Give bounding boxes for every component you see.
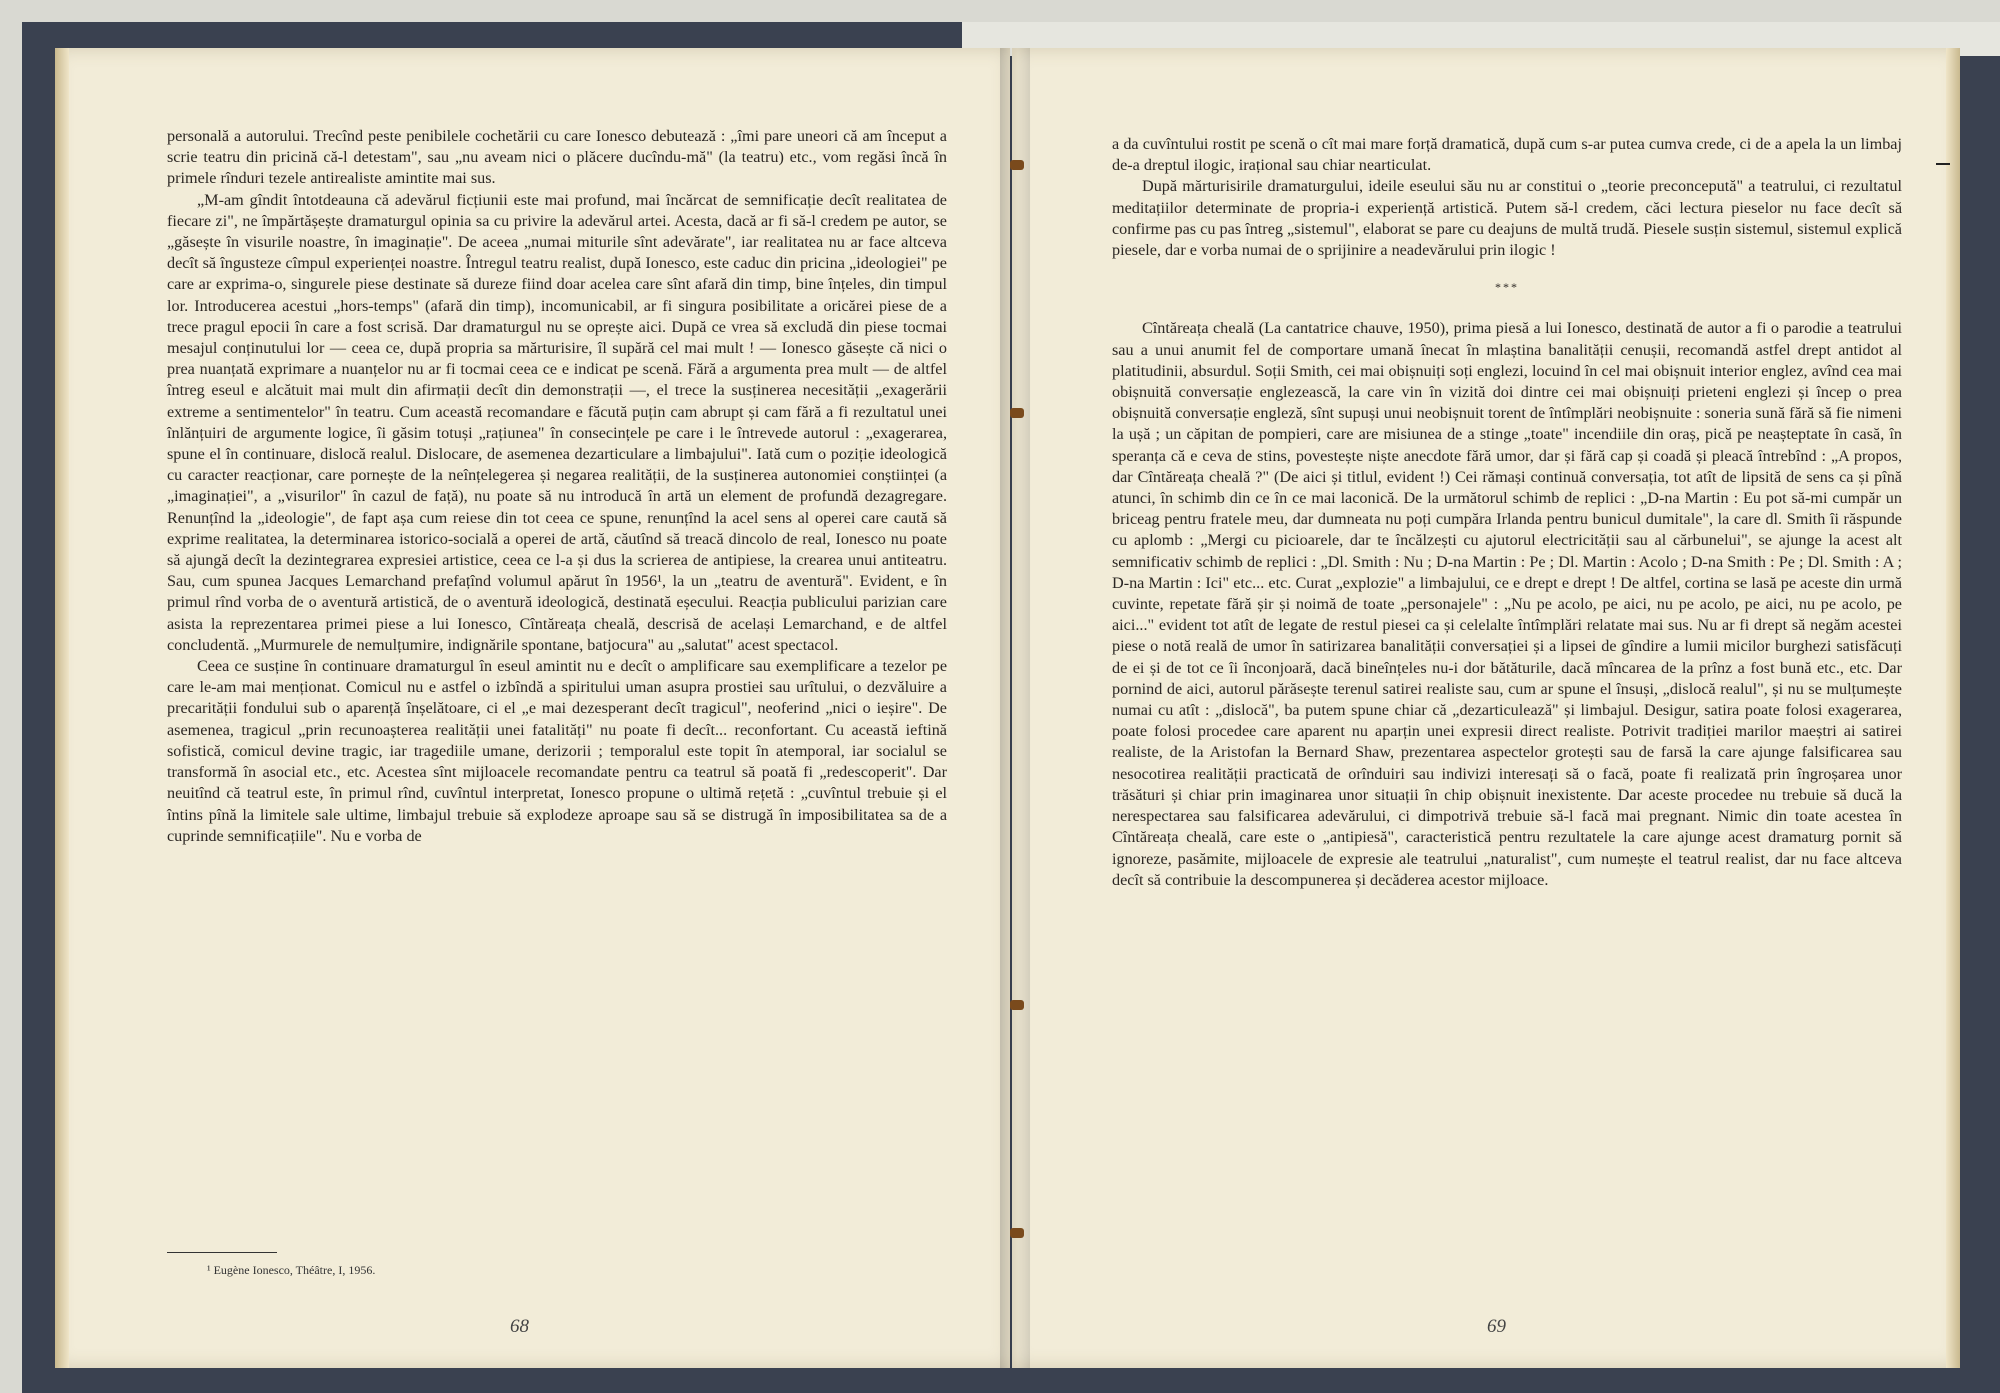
footnote-rule: [167, 1252, 277, 1253]
right-paragraph-3: Cîntăreața cheală (La cantatrice chauve, 1950), prima piesă a lui Ionesco, destinată de autor a fi o parodie a teatrului sau a unui anumit fel de comportare umană înecat în mlaștina banalității cenușii, recomandă astfel drept antidot al platitudinii, absurdul. Soții Smith, cei mai obișnuiți soți englezi, locuind în cel mai obișnuit interior englez, avînd cea mai obișnuită conversație englezească, la care vin în vizită doi dintre cei mai obișnuiți prieteni englezi și încep o prea obișnuită conversație engleză, sînt supuși unui neobișnuit torent de întîmplări neobișnuite : soneria sună fără să fie nimeni la ușă ; un căpitan de pompieri, care are misiunea de a stinge „toate" incendiile din oraș, pică pe neașteptate în casă, în speranța că e ceva de stins, povestește niște anecdote fără umor, dar și fără cap și coadă și pleacă întrebînd : „A propos, dar Cîntăreața cheală ?" (De aici și titlul, evident !) Cei rămași continuă conversația, tot atît de lipsită de sens ca și pînă atunci, în schimb din ce în ce mai laconică. De la următorul schimb de replici : „D-na Martin : Eu pot să-mi cumpăr un briceag pentru fratele meu, dar dumneata nu poți cumpăra Irlanda pentru bunicul dumitale", la care dl. Smith îi răspunde cu aplomb : „Mergi cu picioarele, dar te încălzești cu ajutorul electricității sau al cărbunelui", se ajunge la acest alt semnificativ schimb de replici : „Dl. Smith : Nu ; D-na Martin : Pe ; Dl. Martin : Acolo ; D-na Smith : Pe ; Dl. Smith : A ; D-na Martin : Ici" etc... etc. Curat „explozie" a limbajului, ce e drept e drept ! De altfel, cortina se lasă pe aceste din urmă cuvinte, repetate fără șir și noimă de toate „personajele" : „Nu pe acolo, pe aici, nu pe acolo, pe aici, nu pe acolo, pe aici..." evident tot atît de legate de restul piesei ca și celelalte întîmplări relatate mai sus. Nu ar fi drept să negăm acestei piese o notă reală de umor în satirizarea banalității conversației și a lipsei de gîndire a lumii micilor burghezi satisfăcuți de ei și de tot ce îi înconjoară, dacă bineînțeles nu-i dor bătăturile, dacă mîncarea de la prînz a fost bună etc., etc. Dar pornind de aici, autorul părăsește terenul satirei realiste sau, cum ar spune el însuși, „dislocă realul", și nu se mulțumește numai cu atît : „dislocă", ba putem spune chiar că „dezarticulează" și limbajul. Desigur, satira poate folosi exagerarea, poate folosi procedee care aparent nu aparțin unei expresii direct realiste. Potrivit tradiției marilor maeștri ai satirei realiste, de la Aristofan la Bernard Shaw, prezentarea aspectelor grotești sau de farsă la care ajunge falsificarea sau nesocotirea realității practicată de orînduiri sau indivizi interesați să o facă, poate fi realizată prin îngroșarea unor trăsături și chiar prin imaginarea unor situații în chip obișnuit inexistente. Dar aceste procedee nu trebuie să ducă la nerespectarea sau falsificarea adevărului, ci dimpotrivă trebuie să-l facă mai pregnant. Nimic din toate acestea în Cîntăreața cheală, care este o „antipiesă", caracteristică pentru rezultatele la care ajunge acest dramaturg pornit să ignoreze, pasămite, mijloacele de expresie ale teatrului „naturalist", cum numește el teatrul realist, dar nu face altceva decît să contribuie la descompunerea și decăderea acestor mijloace.: [1112, 319, 1902, 889]
left-page-text: [167, 126, 947, 847]
section-separator: ***: [1495, 280, 1519, 295]
book-gutter: [1000, 48, 1030, 1368]
binding-thread: [1010, 1228, 1024, 1238]
left-page-edge: [55, 48, 69, 1368]
right-page: [1012, 48, 1960, 1368]
right-paragraph-2: După mărturisirile dramaturgului, ideile eseului său nu ar constitui o „teorie preconcepută" a teatrului, ci rezultatul meditațiilor determinate de propria-i experiență artistică. Putem să-l credem, căci lectura pieselor nu face decît să confirme pas cu pas întreg „sistemul", elaborat se pare cu deajuns de multă trudă. Piesele susțin sistemul, sistemul explică piesele, dar e vorba numai de o sprijinire a neadevărului prin ilogic !: [1112, 177, 1902, 260]
page-number-left: 68: [510, 1316, 529, 1337]
page-number-right: 69: [1487, 1316, 1506, 1337]
left-paragraph-2: „M-am gîndit întotdeauna că adevărul ficțiunii este mai profund, mai încărcat de semnificație decît realitatea de fiecare zi", ne împărtășește dramaturgul opinia sa cu privire la adevărul artei. Acesta, dacă ar fi să-l credem pe autor, se „găsește în visurile noastre, în imaginație". De aceea „numai miturile sînt adevărate", iar realitatea nu ar face altceva decît să îngusteze cîmpul experienței noastre. Întregul teatru realist, după Ionesco, este caduc din pricina „ideologiei" pe care ar exprima-o, singurele piese destinate să dureze fiind doar acelea care sînt afară din timp, bine înțeles, din timpul lor. Introducerea acestui „hors-temps" (afară din timp), incomunicabil, ar fi singura posibilitate a oricărei piese de a trece pragul epocii în care a fost scrisă. Dar dramaturgul nu se oprește aici. După ce vrea să excludă din piese tocmai mesajul conținutului lor — ceea ce, după propria sa mărturisire, îl supără cel mai mult ! — Ionesco găsește că nici o prea nuanțată exprimare a nuanțelor nu ar fi tocmai ceea ce e indicat pe scenă. Fără a argumenta prea mult — de altfel întreg eseul e alcătuit mai mult din afirmații decît din demonstrații —, el trece la susținerea necesității „exagerării extreme a sentimentelor" în teatru. Cum această recomandare e făcută puțin cam abrupt și cam fără a fi rezultatul unei înlănțuiri de argumente logice, îi găsim totuși „rațiunea" în consecințele pe care i le întrevede autorul : „exagerarea, spune el în continuare, dislocă realul. Dislocare, de asemenea dezarticulare a limbajului". Iată cum o poziție ideologică cu caracter reacționar, care pornește de la neînțelegerea și negarea realității, de la susținerea autonomiei conștiinței (a „imaginației", a „visurilor" în cazul de față), nu poate să nu introducă în artă un element de profundă dezagregare. Renunțînd la „ideologie", de fapt așa cum reiese din tot ceea ce spune, renunțînd la acel sens al operei care caută să exprime realitatea, la determinarea istorico-socială a operei de artă, căutînd să treacă dincolo de real, Ionesco nu poate să ajungă decît la dezintegrarea expresiei artistice, ceea ce l-a și dus la scrierea de antipiese, la crearea unui antiteatru. Sau, cum spunea Jacques Lemarchand prefațînd volumul apărut în 1956¹, la un „teatru de aventură". Evident, e în primul rînd vorba de o aventură artistică, de o aventură ideologică, destinată eșecului. Reacția publicului parizian care asista la reprezentarea primei piese a lui Ionesco, Cîntăreața cheală, descrisă de același Lemarchand, e de altfel concludentă. „Murmurele de nemulțumire, indignările spontane, batjocura" au „salutat" acest spectacol.: [167, 190, 947, 654]
right-paragraph-1: a da cuvîntului rostit pe scenă o cît mai mare forță dramatică, după cum s-ar putea cumva crede, ci de a apela la un limbaj de-a dreptul ilogic, irațional sau chiar nearticulat.: [1112, 135, 1902, 175]
binding-thread: [1010, 408, 1024, 418]
right-page-edge: [1946, 48, 1960, 1368]
left-page: [55, 48, 1010, 1368]
left-paragraph-1: personală a autorului. Trecînd peste penibilele cochetării cu care Ionesco debutează : „îmi pare uneori că am început a scrie teatru din pricină că-l detestam", sau „nu aveam nici o plăcere ducîndu-mă" (la teatru) etc., vom regăsi încă în primele rînduri tezele antirealiste amintite mai sus.: [167, 127, 947, 188]
right-page-text: [1112, 134, 1902, 891]
footnote: ¹ Eugène Ionesco, Théâtre, I, 1956.: [207, 1263, 376, 1277]
binding-thread: [1010, 1000, 1024, 1010]
edge-mark: [1936, 163, 1950, 165]
binding-thread: [1010, 160, 1024, 170]
left-paragraph-3: Ceea ce susține în continuare dramaturgul în eseul amintit nu e decît o amplificare sau exemplificare a tezelor pe care le-am mai menționat. Comicul nu e astfel o izbîndă a spiritului uman asupra prostiei sau urîtului, o dezvăluire a precarității fondului sub o aparență înșelătoare, ci el „e mai dezesperant decît tragicul", neoferind „nici o ieșire". De asemenea, tragicul „prin recunoașterea realității unei fatalități" nu poate fi decît... reconfortant. Cu această ieftină sofistică, comicul devine tragic, iar tragediile umane, derizorii ; temporalul este topit în atemporal, iar socialul se transformă în asocial etc., etc. Acestea sînt mijloacele recomandate pentru ca teatrul să poată fi „redescoperit". Dar neuitînd că teatrul este, în primul rînd, cuvîntul interpretat, Ionesco propune o ultimă rețetă : „cuvîntul trebuie și el întins pînă la limitele sale ultime, limbajul trebuie să explodeze aproape sau să se distrugă în imposibilitatea sa de a cuprinde semnificațiile". Nu e vorba de: [167, 657, 947, 845]
